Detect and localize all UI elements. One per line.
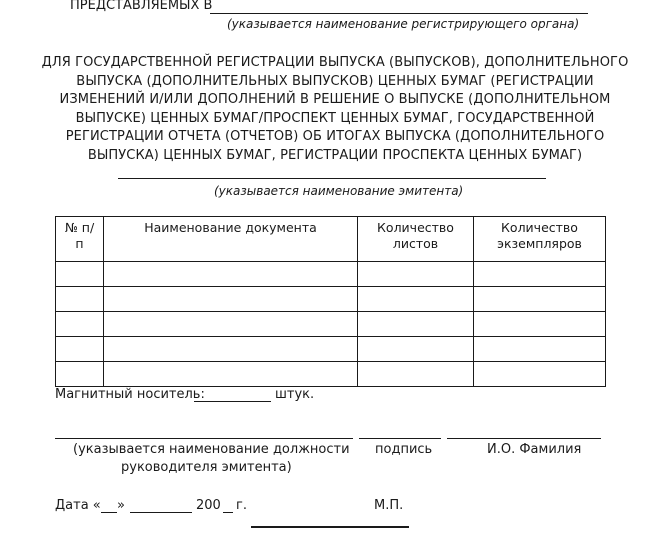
- cell-doc-name[interactable]: [104, 287, 358, 312]
- title-line: ВЫПУСКЕ) ЦЕННЫХ БУМАГ/ПРОСПЕКТ ЦЕННЫХ БУМАГ, ГОСУДАРСТВЕННОЙ: [75, 110, 595, 126]
- col-sheets-header: Количество листов: [358, 217, 474, 262]
- position-field[interactable]: [55, 438, 353, 439]
- cell-doc-name[interactable]: [104, 262, 358, 287]
- col-number-header: № п/п: [56, 217, 104, 262]
- cell-doc-name[interactable]: [104, 312, 358, 337]
- form-title: [40, 54, 630, 165]
- cell-sheets[interactable]: [358, 312, 474, 337]
- cell-copies[interactable]: [474, 362, 606, 387]
- full-name-label: И.О. Фамилия: [487, 442, 582, 457]
- year-prefix: 200: [196, 498, 221, 513]
- magnetic-media-count-field[interactable]: [194, 401, 271, 402]
- table-row: [56, 337, 606, 362]
- issuer-underline: [118, 178, 546, 179]
- table-row: [56, 287, 606, 312]
- title-line: ВЫПУСКА) ЦЕННЫХ БУМАГ, РЕГИСТРАЦИИ ПРОСПЕКТА ЦЕННЫХ БУМАГ): [87, 147, 583, 163]
- full-name-field[interactable]: [447, 438, 601, 439]
- date-day-field[interactable]: [101, 512, 117, 513]
- issuer-hint: (указывается наименование эмитента): [214, 184, 464, 198]
- cell-number[interactable]: [56, 262, 104, 287]
- title-line: РЕГИСТРАЦИИ ОТЧЕТА (ОТЧЕТОВ) ОБ ИТОГАХ ВЫПУСКА (ДОПОЛНИТЕЛЬНОГО: [65, 129, 605, 144]
- cell-number[interactable]: [56, 362, 104, 387]
- position-hint-line1: (указывается наименование должности: [73, 442, 350, 457]
- date-year-field[interactable]: [223, 512, 233, 513]
- signature-field[interactable]: [359, 438, 441, 439]
- table-header-row: [56, 217, 606, 262]
- position-hint-line2: руководителя эмитента): [121, 460, 292, 475]
- title-line: ИЗМЕНЕНИЙ И/ИЛИ ДОПОЛНЕНИЙ В РЕШЕНИЕ О ВЫПУСКЕ (ДОПОЛНИТЕЛЬНОМ: [59, 92, 611, 107]
- year-suffix: г.: [236, 498, 247, 513]
- cell-copies[interactable]: [474, 337, 606, 362]
- stamp-label: М.П.: [374, 498, 404, 513]
- cell-number[interactable]: [56, 312, 104, 337]
- cell-sheets[interactable]: [358, 337, 474, 362]
- cell-number[interactable]: [56, 337, 104, 362]
- date-mid: »: [117, 498, 125, 513]
- cell-number[interactable]: [56, 287, 104, 312]
- cell-sheets[interactable]: [358, 262, 474, 287]
- date-prefix: Дата «: [55, 498, 101, 513]
- cell-copies[interactable]: [474, 262, 606, 287]
- magnetic-media-unit: штук.: [275, 387, 315, 402]
- title-line: ДЛЯ ГОСУДАРСТВЕННОЙ РЕГИСТРАЦИИ ВЫПУСКА (ВЫПУСКОВ), ДОПОЛНИТЕЛЬНОГО: [41, 55, 629, 70]
- cell-doc-name[interactable]: [104, 362, 358, 387]
- registrar-underline: [210, 13, 588, 14]
- col-copies-header: Количество экземпляров: [474, 217, 606, 262]
- documents-table: [55, 216, 606, 387]
- table-row: [56, 312, 606, 337]
- cell-sheets[interactable]: [358, 362, 474, 387]
- presented-to-label: ПРЕДСТАВЛЯЕМЫХ В: [70, 0, 213, 13]
- title-line: ВЫПУСКА (ДОПОЛНИТЕЛЬНЫХ ВЫПУСКОВ) ЦЕННЫХ БУМАГ (РЕГИСТРАЦИИ: [76, 73, 594, 89]
- table-row: [56, 262, 606, 287]
- stamp-underline: [251, 526, 409, 528]
- col-doc-name-header: Наименование документа: [104, 217, 358, 262]
- cell-copies[interactable]: [474, 312, 606, 337]
- registrar-hint: (указывается наименование регистрирующего органа): [227, 17, 580, 31]
- signature-label: подпись: [375, 442, 433, 457]
- cell-copies[interactable]: [474, 287, 606, 312]
- cell-doc-name[interactable]: [104, 337, 358, 362]
- date-month-field[interactable]: [130, 512, 192, 513]
- table-row: [56, 362, 606, 387]
- magnetic-media-label: Магнитный носитель:: [55, 387, 205, 402]
- cell-sheets[interactable]: [358, 287, 474, 312]
